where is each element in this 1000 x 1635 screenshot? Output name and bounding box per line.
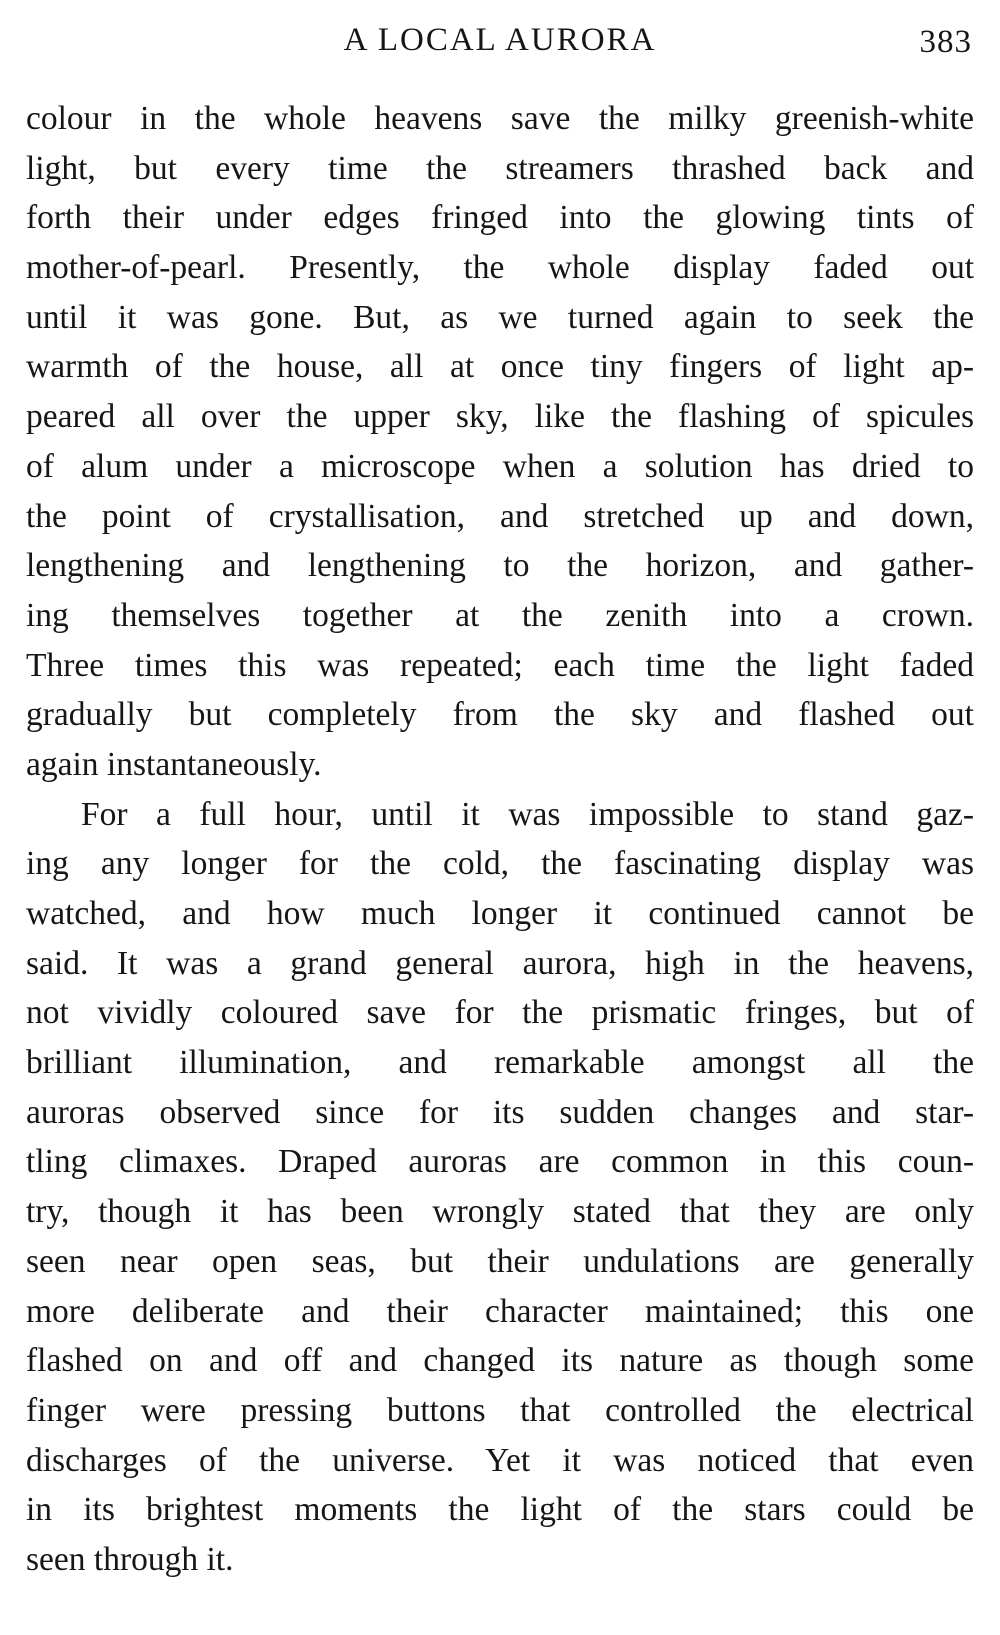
- text-line: discharges of the universe. Yet it was noticed that even: [26, 1441, 974, 1479]
- text-line: tling climaxes. Draped auroras are common in this coun-: [26, 1143, 974, 1181]
- text-line: light, but every time the streamers thrashed back and: [26, 149, 974, 187]
- text-line: mother-of-pearl. Presently, the whole display faded out: [26, 249, 974, 287]
- text-line: auroras observed since for its sudden changes and star-: [26, 1093, 974, 1131]
- text-line: ing any longer for the cold, the fascinating display was: [26, 845, 974, 883]
- text-line: of alum under a microscope when a solution has dried to: [26, 447, 974, 485]
- text-line: warmth of the house, all at once tiny fingers of light ap-: [26, 348, 974, 386]
- body-text: [26, 94, 974, 1585]
- running-head: [26, 0, 974, 90]
- text-line: colour in the whole heavens save the milky greenish-white: [26, 100, 974, 137]
- text-line: lengthening and lengthening to the horizon, and gather-: [26, 547, 974, 585]
- text-line: gradually but completely from the sky and flashed out: [26, 696, 974, 734]
- text-line: seen near open seas, but their undulations are generally: [26, 1242, 974, 1280]
- text-line: said. It was a grand general aurora, high in the heavens,: [26, 944, 974, 982]
- text-line: Three times this was repeated; each time the light faded: [26, 646, 974, 684]
- text-line: forth their under edges fringed into the glowing tints of: [26, 199, 974, 237]
- paragraph-last-line: again instantaneously.: [26, 745, 322, 783]
- book-page: [26, 0, 974, 1635]
- running-title: A LOCAL AURORA: [343, 22, 657, 58]
- page-number: 383: [919, 24, 972, 60]
- text-line: watched, and how much longer it continued cannot be: [26, 895, 974, 932]
- paragraph-first-line: For a full hour, until it was impossible to stand gaz-: [81, 795, 974, 833]
- text-line: more deliberate and their character maintained; this one: [26, 1292, 974, 1330]
- text-line: finger were pressing buttons that controlled the electrical: [26, 1391, 974, 1429]
- text-line: not vividly coloured save for the prismatic fringes, but of: [26, 994, 974, 1032]
- text-line: until it was gone. But, as we turned again to seek the: [26, 298, 974, 336]
- text-line: try, though it has been wrongly stated that they are only: [26, 1193, 974, 1231]
- text-line: the point of crystallisation, and stretched up and down,: [26, 497, 974, 535]
- text-line: brilliant illumination, and remarkable amongst all the: [26, 1044, 974, 1082]
- paragraph-last-line: seen through it.: [26, 1540, 234, 1578]
- text-line: ing themselves together at the zenith into a crown.: [26, 596, 974, 634]
- text-line: flashed on and off and changed its nature as though some: [26, 1342, 974, 1380]
- text-line: in its brightest moments the light of the stars could be: [26, 1491, 974, 1529]
- text-line: peared all over the upper sky, like the flashing of spicules: [26, 398, 974, 436]
